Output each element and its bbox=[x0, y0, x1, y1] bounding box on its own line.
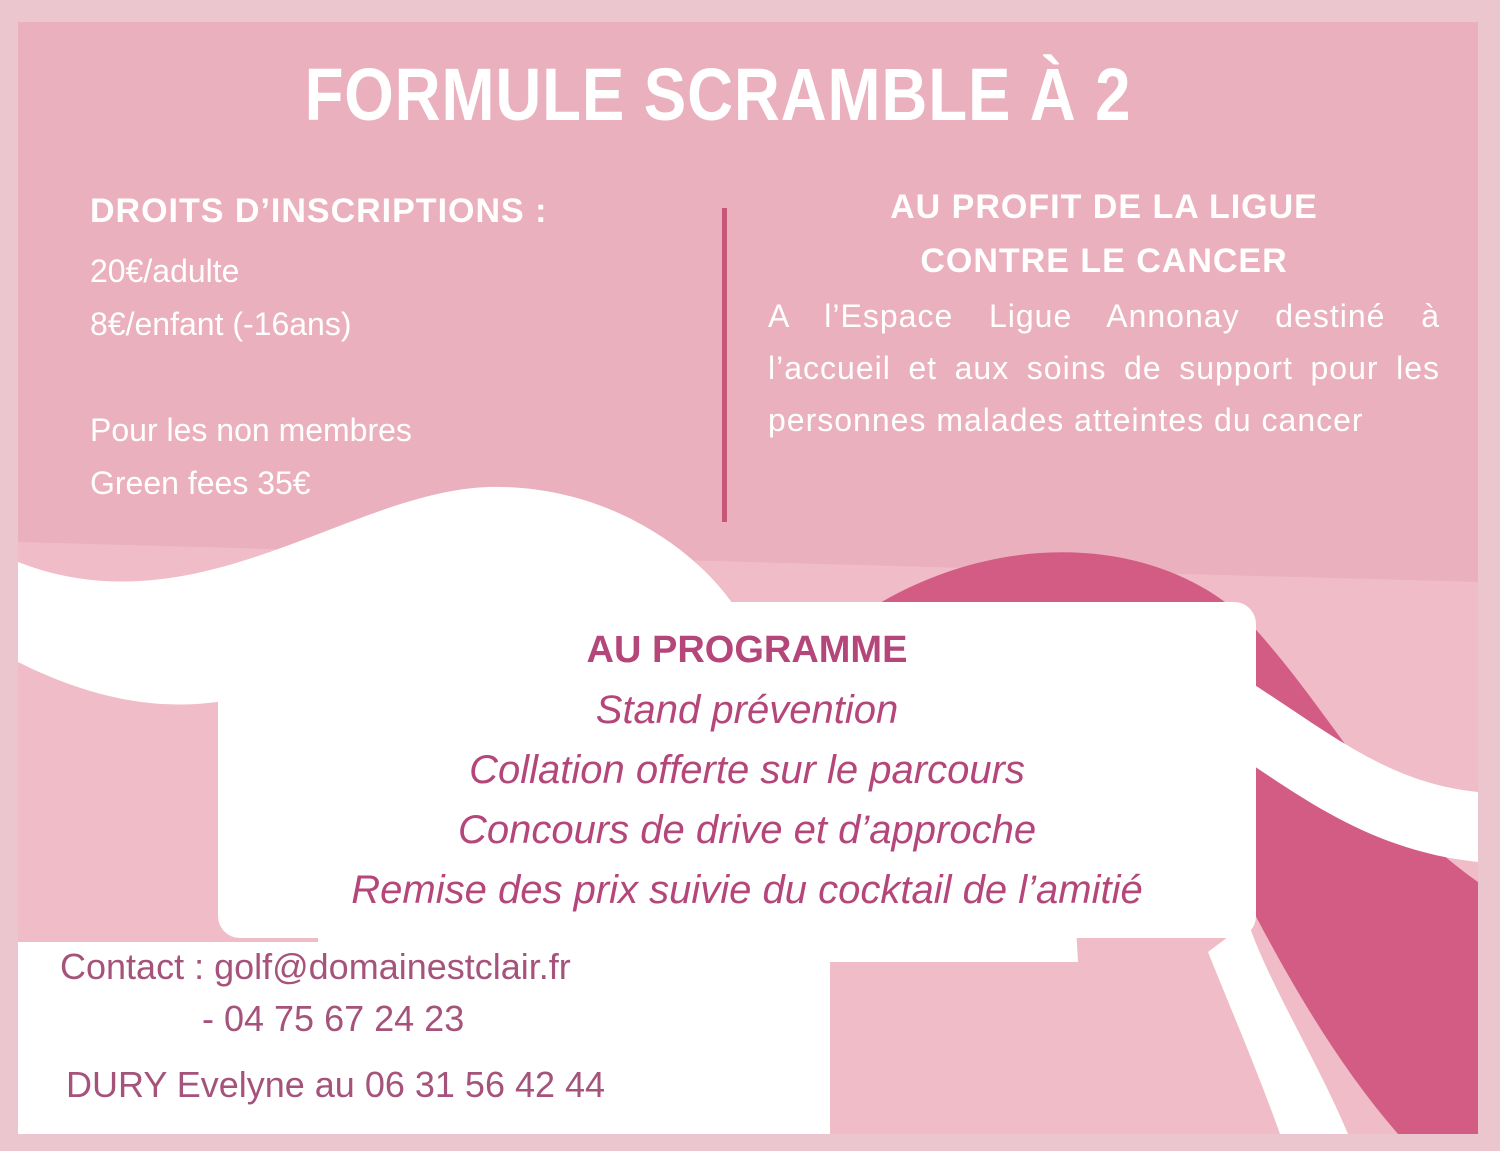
green-fees: Green fees 35€ bbox=[90, 465, 311, 501]
contact-email: Contact : golf@domainestclair.fr bbox=[60, 946, 571, 987]
contact-box bbox=[18, 942, 830, 1134]
non-member-label: Pour les non membres bbox=[90, 412, 412, 448]
fee-adult: 20€/adulte bbox=[90, 253, 240, 289]
cause-description: A l’Espace Ligue Annonay destiné à l’accueil et aux soins de support pour les personnes malades atteintes du cancer bbox=[768, 298, 1440, 438]
program-heading: AU PROGRAMME bbox=[586, 629, 908, 671]
contact-person: DURY Evelyne au 06 31 56 42 44 bbox=[66, 1064, 606, 1105]
event-title: FORMULE SCRAMBLE À 2 bbox=[304, 53, 1132, 136]
charity-cause bbox=[768, 180, 1440, 446]
column-divider bbox=[722, 208, 727, 522]
program-item: Collation offerte sur le parcours bbox=[469, 748, 1025, 792]
program-list bbox=[218, 629, 1276, 920]
program-item: Stand prévention bbox=[595, 688, 899, 732]
contact-phone: - 04 75 67 24 23 bbox=[202, 998, 465, 1039]
cause-heading-line-2: CONTRE LE CANCER bbox=[920, 242, 1288, 280]
program-item: Remise des prix suivie du cocktail de l’amitié bbox=[351, 868, 1143, 912]
registration-fees bbox=[90, 192, 650, 510]
fees-heading: DROITS D’INSCRIPTIONS : bbox=[90, 192, 548, 230]
fee-child: 8€/enfant (-16ans) bbox=[90, 306, 352, 342]
program-item: Concours de drive et d’approche bbox=[457, 808, 1037, 852]
poster bbox=[18, 22, 1478, 1134]
cause-heading-line-1: AU PROFIT DE LA LIGUE bbox=[890, 188, 1318, 226]
